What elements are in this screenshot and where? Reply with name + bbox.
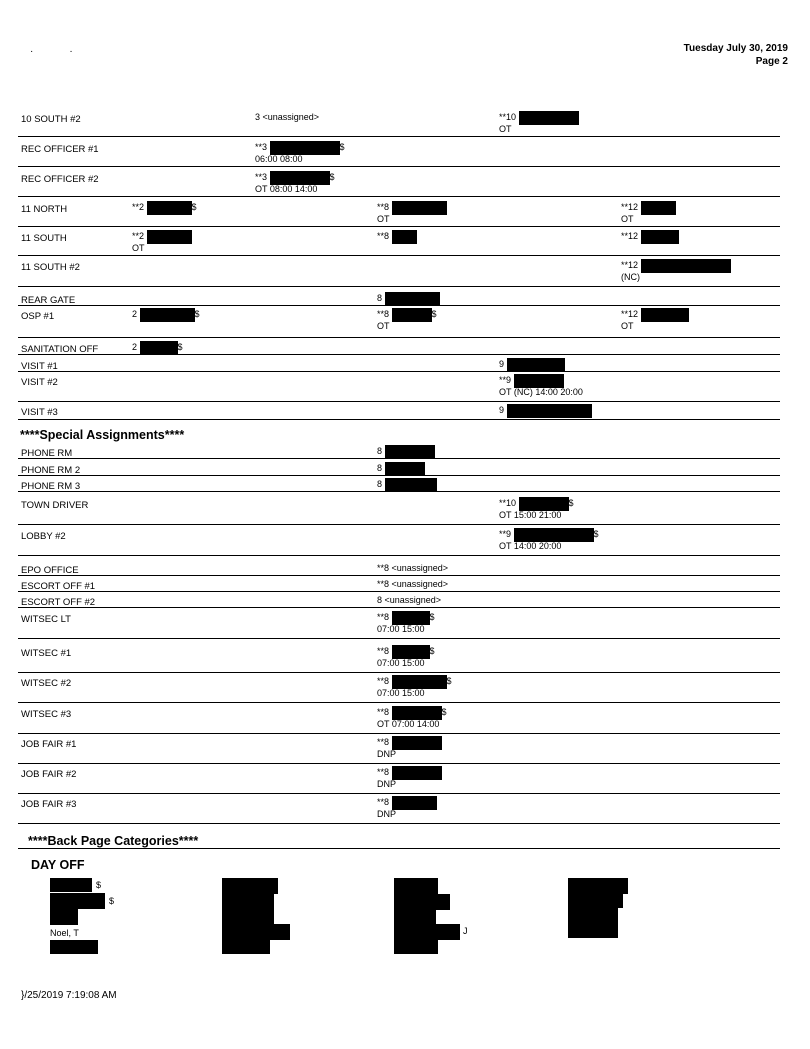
cell-detail: OT 14:00 20:00 [499, 541, 562, 551]
cell-post-number: **9 [499, 529, 514, 539]
redaction-block [392, 308, 432, 322]
cell-post-number: **8 [377, 202, 392, 212]
redaction-block [392, 611, 430, 625]
cell-post-number: 8 [377, 463, 385, 473]
roster-row [18, 307, 780, 338]
back-page-heading: ****Back Page Categories**** [28, 834, 199, 848]
redaction-block [392, 201, 447, 215]
redaction-block [222, 940, 270, 954]
roster-cell [377, 596, 441, 606]
cell-detail: OT [132, 243, 145, 253]
cell-suffix: $ [429, 646, 435, 656]
roster-cell [377, 447, 435, 459]
post-label: VISIT #2 [21, 377, 58, 388]
redaction-block [222, 924, 290, 940]
cell-post-number: 8 [377, 479, 385, 489]
redaction-block [222, 878, 278, 894]
roster-row [18, 461, 780, 476]
roster-row [18, 577, 780, 592]
roster-cell [499, 360, 565, 372]
redaction-block [222, 894, 274, 924]
post-label: PHONE RM 2 [21, 465, 81, 476]
roster-cell [377, 310, 437, 332]
roster-cell [132, 310, 200, 322]
cell-detail: OT 08:00 14:00 [255, 184, 318, 194]
roster-cell [377, 464, 425, 476]
post-label: REC OFFICER #2 [21, 174, 99, 185]
roster-cell [377, 798, 437, 820]
post-label: EPO OFFICE [21, 565, 79, 576]
roster-row [18, 200, 780, 227]
roster-cell [377, 480, 437, 492]
post-label: JOB FAIR #3 [21, 799, 77, 810]
redaction-block [147, 201, 192, 215]
roster-cell [621, 261, 731, 283]
roster-cell [499, 530, 599, 552]
roster-row [18, 340, 780, 355]
special-assignments-heading: ****Special Assignments**** [20, 428, 185, 442]
post-label: VISIT #3 [21, 407, 58, 418]
redaction-block [507, 404, 592, 418]
cell-suffix: $ [431, 309, 437, 319]
roster-cell [377, 738, 442, 760]
post-label: WITSEC #3 [21, 709, 72, 720]
cell-suffix: $ [191, 202, 197, 212]
redaction-block [394, 924, 460, 940]
redaction-block [392, 645, 430, 659]
cell-post-number: **8 [377, 737, 392, 747]
roster-row [18, 357, 780, 372]
roster-cell [377, 580, 448, 590]
post-label: JOB FAIR #1 [21, 739, 77, 750]
roster-cell [377, 564, 448, 574]
cell-post-number: **2 [132, 231, 147, 241]
redaction-block [392, 796, 437, 810]
post-label: OSP #1 [21, 311, 55, 322]
roster-cell [377, 677, 452, 699]
redaction-block [385, 292, 440, 306]
redaction-block [519, 111, 579, 125]
post-label: REC OFFICER #1 [21, 144, 99, 155]
roster-cell [499, 376, 583, 398]
roster-cell [377, 232, 417, 244]
cell-post-number: **8 [377, 767, 392, 777]
redaction-block [50, 909, 78, 925]
cell-suffix: $ [593, 529, 599, 539]
cell-detail: DNP [377, 809, 397, 819]
redaction-block [394, 940, 438, 954]
scan-specks: ·· [30, 46, 109, 57]
cell-post-number: **8 [377, 676, 392, 686]
header-page: Page 2 [755, 56, 788, 67]
cell-post-number: 3 <unassigned> [255, 112, 320, 122]
cell-suffix: $ [446, 676, 452, 686]
redaction-block [514, 374, 564, 388]
cell-post-number: **8 [377, 231, 392, 241]
redaction-block [641, 230, 679, 244]
day-off-suffix: , J [458, 926, 468, 936]
roster-cell [132, 232, 192, 254]
redaction-block [50, 940, 98, 954]
cell-post-number: **8 <unassigned> [377, 563, 449, 573]
post-label: 11 SOUTH #2 [21, 262, 80, 273]
cell-detail: 07:00 15:00 [377, 658, 425, 668]
redaction-block [50, 893, 105, 909]
cell-post-number: **3 [255, 172, 270, 182]
post-label: PHONE RM [21, 448, 73, 459]
cell-suffix: $ [441, 707, 447, 717]
cell-post-number: **8 [377, 797, 392, 807]
roster-row [18, 403, 780, 420]
roster-row [18, 593, 780, 608]
cell-detail: DNP [377, 779, 397, 789]
redaction-block [385, 478, 437, 492]
post-label: JOB FAIR #2 [21, 769, 77, 780]
cell-post-number: 9 [499, 405, 507, 415]
roster-cell [377, 294, 440, 306]
roster-row [18, 170, 780, 197]
roster-row [18, 291, 780, 306]
cell-detail: OT [621, 214, 634, 224]
redaction-block [385, 462, 425, 476]
roster-row [18, 258, 780, 287]
cell-post-number: 8 <unassigned> [377, 595, 442, 605]
redaction-block [270, 141, 340, 155]
redaction-block [392, 706, 442, 720]
cell-post-number: 2 [132, 309, 140, 319]
redaction-block [392, 230, 417, 244]
roster-cell [377, 647, 435, 669]
roster-row [18, 496, 780, 525]
day-off-heading: DAY OFF [31, 858, 85, 872]
redaction-block [568, 908, 618, 938]
print-timestamp: }/25/2019 7:19:08 AM [21, 990, 117, 1001]
roster-row [18, 229, 780, 256]
roster-row [18, 644, 780, 673]
cell-post-number: **3 [255, 142, 270, 152]
roster-cell [255, 143, 345, 165]
post-label: TOWN DRIVER [21, 500, 89, 511]
redaction-block [270, 171, 330, 185]
redaction-block [140, 308, 195, 322]
roster-cell [377, 613, 435, 635]
roster-row [18, 140, 780, 167]
post-label: ESCORT OFF #2 [21, 597, 96, 608]
cell-post-number: 8 [377, 446, 385, 456]
roster-cell [377, 708, 447, 730]
redaction-block [641, 201, 676, 215]
cell-post-number: 9 [499, 359, 507, 369]
redaction-block [385, 445, 435, 459]
redaction-block [514, 528, 594, 542]
roster-row [18, 373, 780, 402]
cell-post-number: **9 [499, 375, 514, 385]
cell-post-number: **12 [621, 202, 641, 212]
cell-post-number: 8 [377, 293, 385, 303]
post-label: VISIT #1 [21, 361, 58, 372]
roster-row [18, 705, 780, 734]
cell-detail: (NC) [621, 272, 640, 282]
redaction-block [392, 766, 442, 780]
roster-cell [621, 203, 676, 225]
cell-post-number: **8 [377, 612, 392, 622]
cell-detail: 07:00 15:00 [377, 624, 425, 634]
post-label: PHONE RM 3 [21, 481, 81, 492]
post-label: ESCORT OFF #1 [21, 581, 96, 592]
cell-post-number: **12 [621, 231, 641, 241]
roster-cell [255, 113, 319, 123]
cell-suffix: $ [329, 172, 335, 182]
day-off-suffix: $ [96, 880, 102, 890]
post-label: SANITATION OFF [21, 344, 99, 355]
roster-row [18, 110, 780, 137]
post-label: REAR GATE [21, 295, 76, 306]
roster-row [18, 674, 780, 703]
cell-detail: DNP [377, 749, 397, 759]
roster-cell [255, 173, 335, 195]
day-off-suffix: $ [109, 896, 115, 906]
roster-row [18, 477, 780, 492]
redaction-block [50, 878, 92, 892]
day-off-name: Noel, T [50, 928, 79, 938]
roster-row [18, 795, 780, 824]
cell-detail: OT [377, 214, 390, 224]
post-label: LOBBY #2 [21, 531, 66, 542]
post-label: 11 NORTH [21, 204, 68, 215]
cell-post-number: **10 [499, 112, 519, 122]
redaction-block [394, 894, 450, 910]
cell-detail: 07:00 15:00 [377, 688, 425, 698]
roster-cell [621, 310, 689, 332]
redaction-block [568, 894, 623, 908]
redaction-block [394, 878, 438, 894]
post-label: WITSEC #2 [21, 678, 72, 689]
post-label: WITSEC LT [21, 614, 71, 625]
cell-detail: OT 15:00 21:00 [499, 510, 562, 520]
cell-suffix: $ [194, 309, 200, 319]
roster-cell [132, 343, 183, 355]
cell-post-number: **8 [377, 646, 392, 656]
post-label: WITSEC #1 [21, 648, 72, 659]
roster-row [18, 735, 780, 764]
redaction-block [394, 910, 436, 924]
roster-cell [621, 232, 679, 244]
cell-post-number: **12 [621, 309, 641, 319]
redaction-block [392, 675, 447, 689]
cell-post-number: **10 [499, 498, 519, 508]
roster-cell [499, 406, 592, 418]
cell-suffix: $ [568, 498, 574, 508]
redaction-block [641, 259, 731, 273]
redaction-block [519, 497, 569, 511]
cell-post-number: **8 [377, 707, 392, 717]
cell-post-number: **8 [377, 309, 392, 319]
roster-row [18, 610, 780, 639]
cell-post-number: **2 [132, 202, 147, 212]
page-header [684, 42, 788, 68]
roster-row [18, 444, 780, 459]
cell-post-number: **12 [621, 260, 641, 270]
redaction-block [568, 878, 628, 894]
cell-post-number: **8 <unassigned> [377, 579, 449, 589]
cell-suffix: $ [429, 612, 435, 622]
redaction-block [641, 308, 689, 322]
roster-row [18, 765, 780, 794]
roster-cell [499, 113, 579, 135]
cell-detail: OT (NC) 14:00 20:00 [499, 387, 583, 397]
cell-suffix: $ [177, 342, 183, 352]
post-label: 11 SOUTH [21, 233, 67, 244]
redaction-block [392, 736, 442, 750]
cell-post-number: 2 [132, 342, 140, 352]
back-page-rule [18, 848, 780, 849]
cell-suffix: $ [339, 142, 345, 152]
cell-detail: 06:00 08:00 [255, 154, 303, 164]
redaction-block [507, 358, 565, 372]
roster-row [18, 527, 780, 556]
roster-cell [377, 203, 447, 225]
cell-detail: OT 07:00 14:00 [377, 719, 440, 729]
cell-detail: OT [499, 124, 512, 134]
roster-cell [499, 499, 574, 521]
redaction-block [147, 230, 192, 244]
roster-row [18, 561, 780, 576]
header-date: Tuesday July 30, 2019 [683, 43, 788, 54]
cell-detail: OT [377, 321, 390, 331]
redaction-block [140, 341, 178, 355]
roster-cell [132, 203, 197, 215]
post-label: 10 SOUTH #2 [21, 114, 81, 125]
roster-cell [377, 768, 442, 790]
cell-detail: OT [621, 321, 634, 331]
